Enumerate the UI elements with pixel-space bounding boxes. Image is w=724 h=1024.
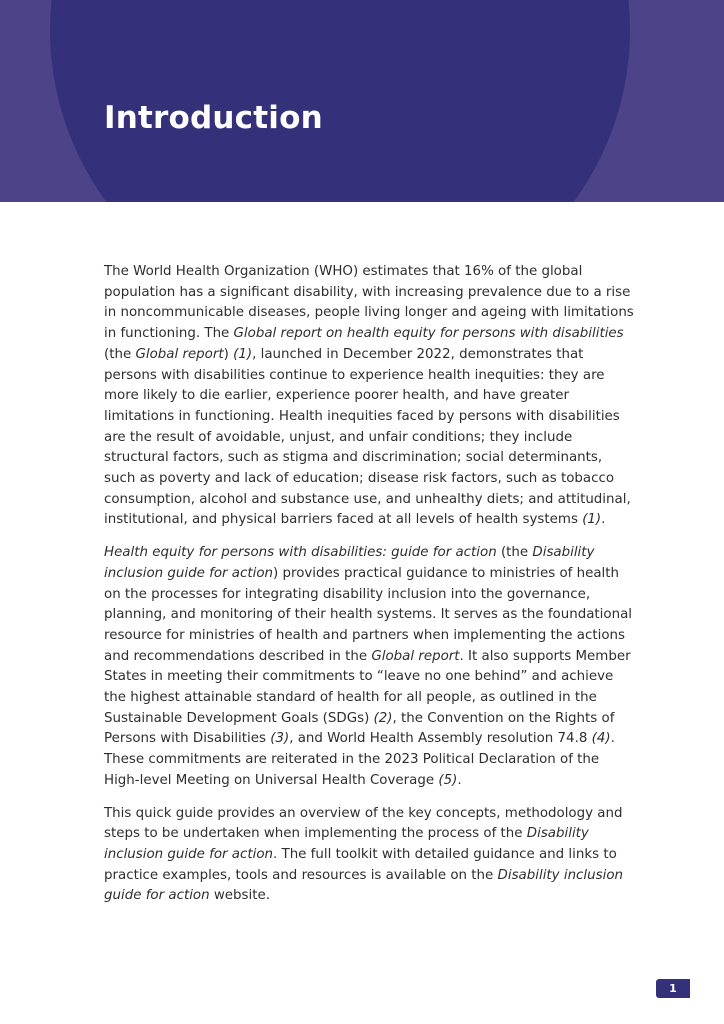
italic-run: Global report on health equity for persons with disabilities: [233, 326, 624, 342]
body-text: [104, 262, 636, 919]
text-run: . It also supports Member States in meeting their commitments to “leave no one behind” and achieve the highest attainable standard of health for all people, as outlined in the Sustainable Development Goals (SDGs): [104, 648, 631, 726]
italic-run: (3): [270, 731, 290, 747]
italic-run: Global report: [135, 346, 224, 362]
text-run: ) provides practical guidance to ministries of health on the processes for integrating disability inclusion into the governance, planning, and monitoring of their health systems. It serves as the foundational resource for ministries of health and partners when implementing the actions and recommendations described in the: [104, 565, 632, 664]
italic-run: (1): [582, 512, 602, 528]
paragraph: [104, 543, 636, 791]
text-run: , launched in December 2022, demonstrates that persons with disabilities continue to experience health inequities: they are more likely to die earlier, experience poorer health, and have greater limitations in functioning. Health inequities faced by persons with disabilities are the result of avoidable, unjust, and unfair conditions; they include structural factors, such as stigma and discrimination; social determinants, such as poverty and lack of education; disease risk factors, such as tobacco consumption, alcohol and substance use, and unhealthy diets; and attitudinal, institutional, and physical barriers faced at all levels of health systems: [104, 346, 631, 528]
text-run: , and World Health Assembly resolution 74.8: [289, 731, 592, 747]
page-title: Introduction: [104, 100, 323, 136]
text-run: This quick guide provides an overview of the key concepts, methodology and steps to be undertaken when implementing the process of the: [104, 805, 623, 842]
text-run: . The full toolkit with detailed guidance and links to practice examples, tools and resources is available on the: [104, 846, 617, 883]
text-run: (the: [104, 346, 136, 362]
italic-run: Health equity for persons with disabilities: guide for action: [104, 545, 497, 561]
text-run: .: [601, 512, 606, 528]
italic-run: (1): [233, 346, 253, 362]
italic-run: Global report: [371, 648, 460, 664]
header-banner: [0, 0, 724, 202]
text-run: (the: [496, 545, 533, 561]
text-run: ): [223, 346, 234, 362]
italic-run: Disability inclusion guide for action: [104, 545, 595, 581]
text-run: The World Health Organization (WHO) estimates that 16% of the global population has a significant disability, with increasing prevalence due to a rise in noncommunicable diseases, people living longer and ageing with limitations in functioning. The: [104, 264, 634, 342]
italic-run: Disability inclusion guide for action: [104, 826, 589, 862]
italic-run: (4): [591, 731, 611, 747]
italic-run: (5): [438, 772, 458, 788]
text-run: . These commitments are reiterated in the 2023 Political Declaration of the High-level Meeting on Universal Health Coverage: [104, 731, 615, 788]
paragraph: [104, 804, 636, 908]
text-run: , the Convention on the Rights of Persons with Disabilities: [104, 710, 615, 747]
page-number-badge: 1: [656, 979, 690, 998]
italic-run: Disability inclusion guide for action: [104, 867, 624, 904]
text-run: .: [457, 772, 462, 788]
text-run: website.: [209, 888, 270, 904]
paragraph: [104, 262, 636, 531]
italic-run: (2): [373, 710, 393, 726]
